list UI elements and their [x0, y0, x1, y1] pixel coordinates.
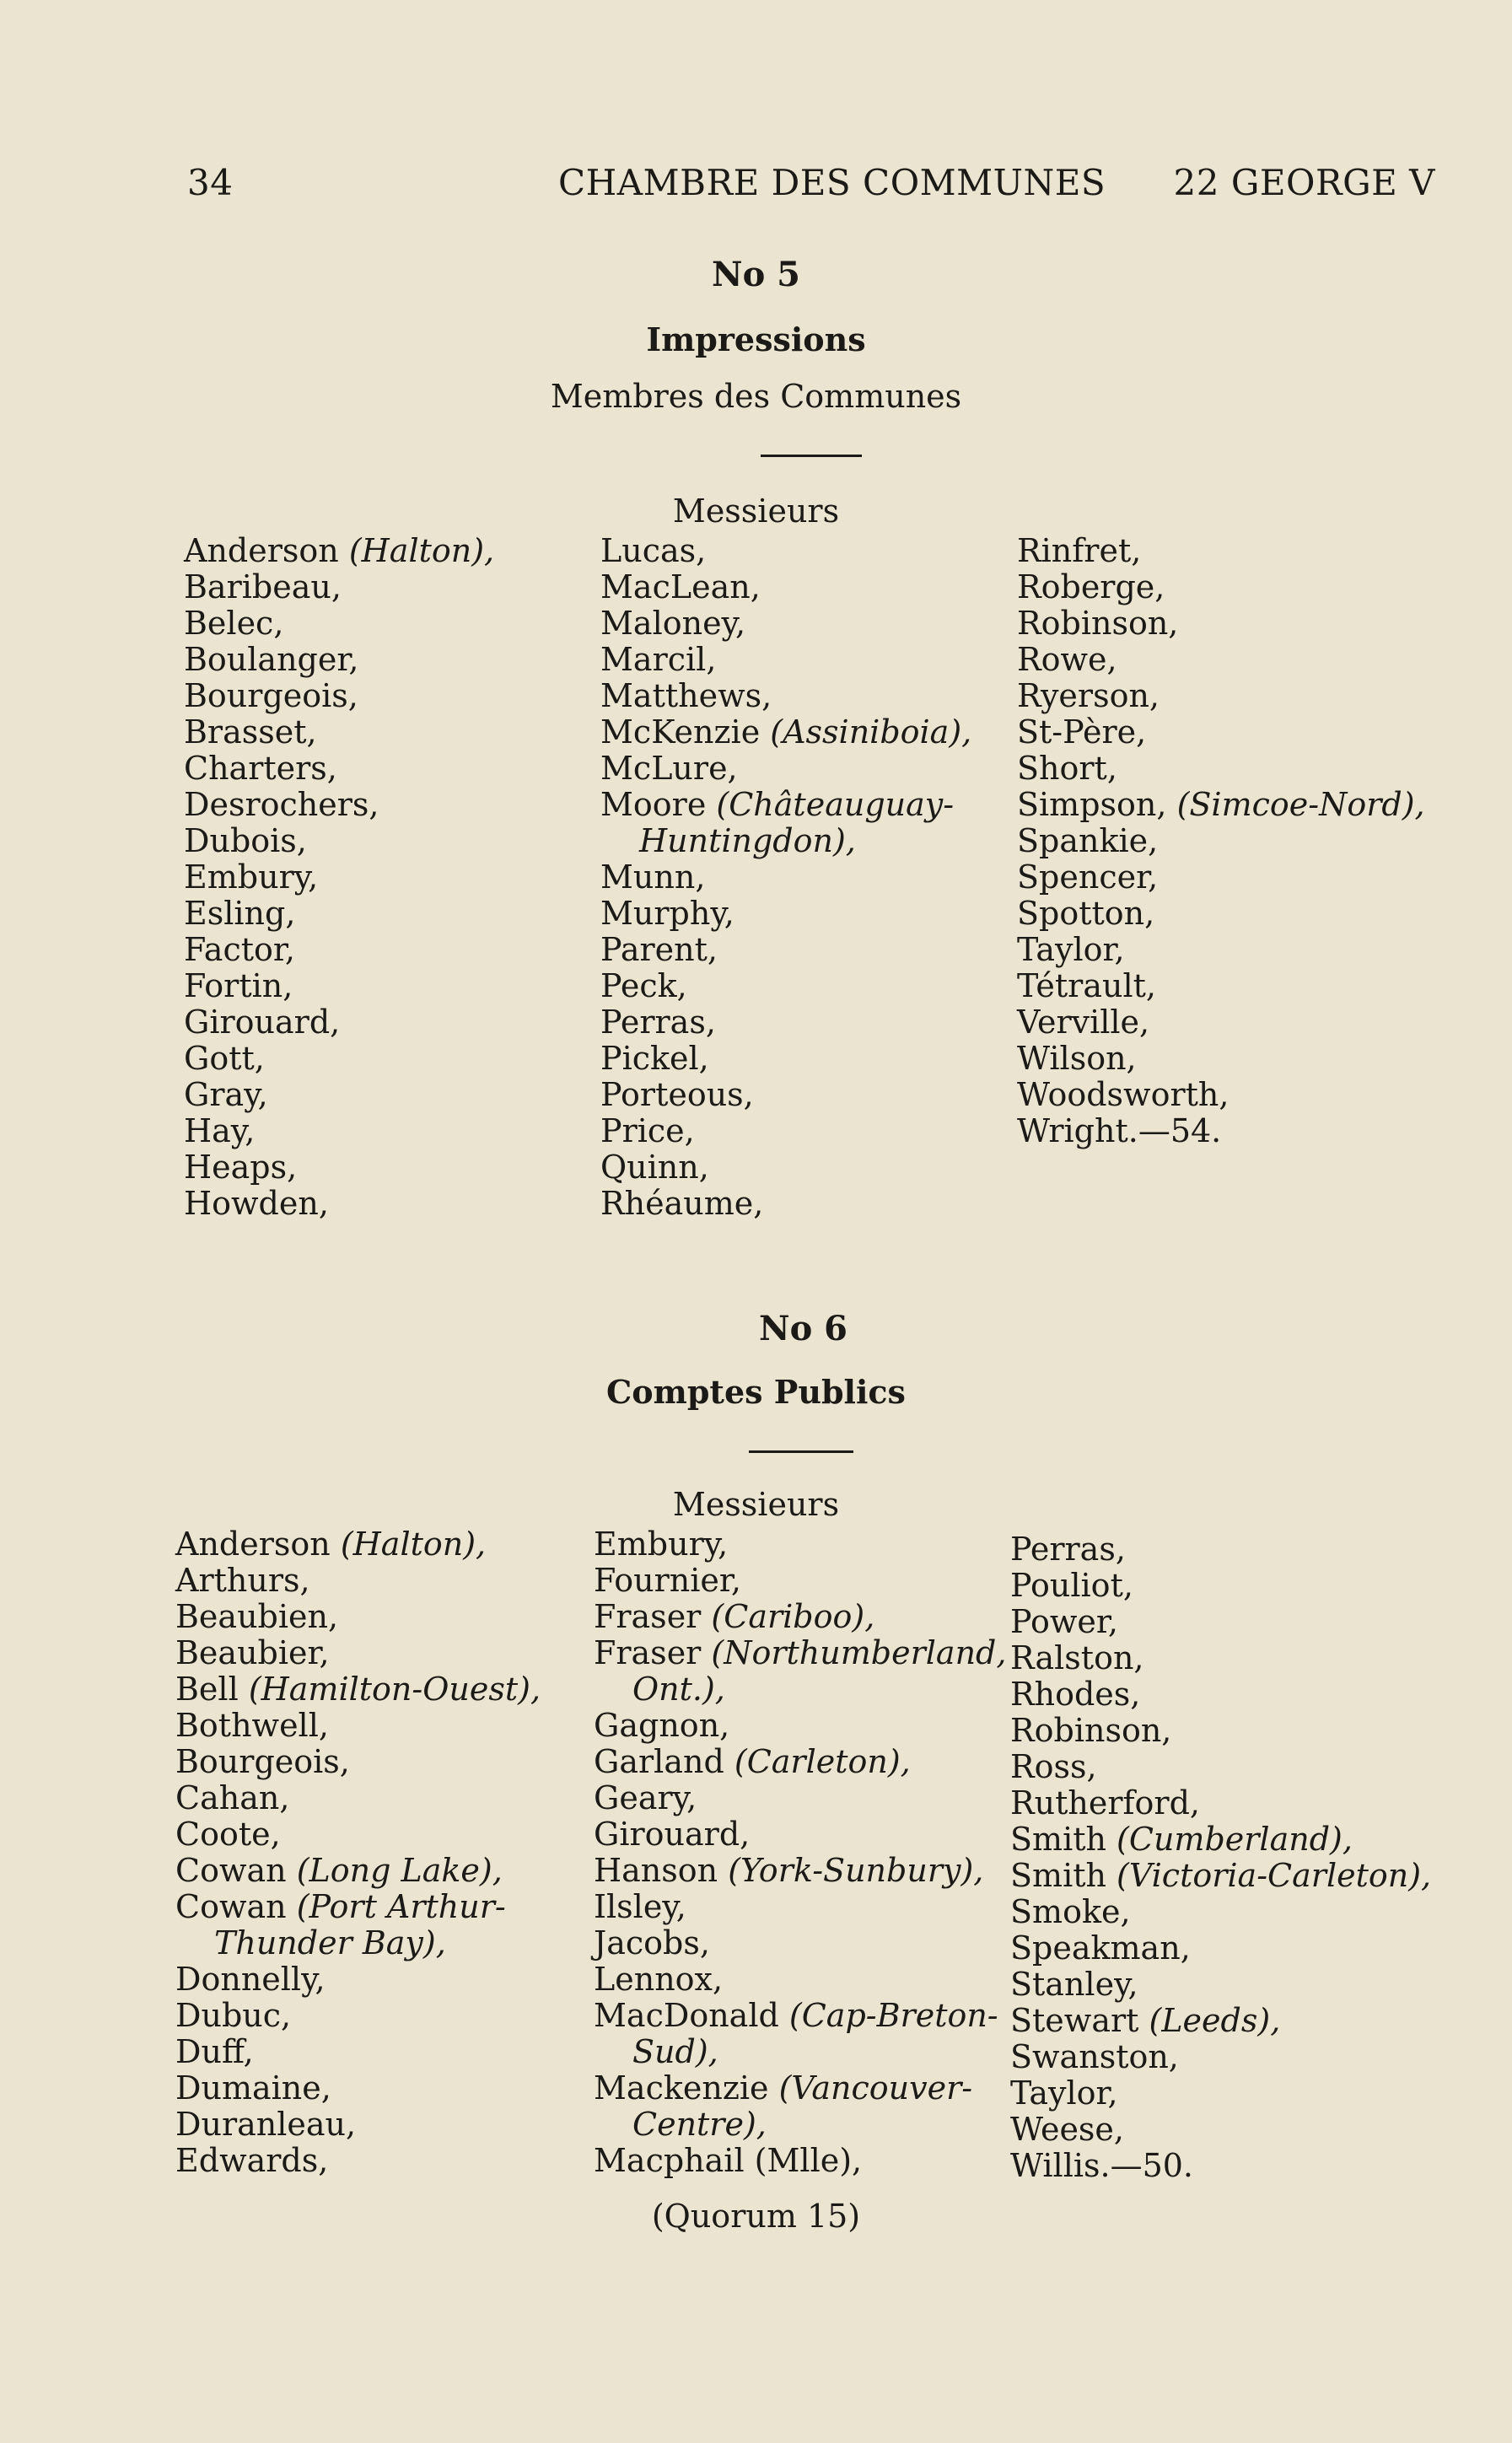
section-5-column-2 — [600, 533, 971, 1222]
member-name: Ralston, — [1010, 1639, 1144, 1676]
member-name: Pickel, — [600, 1040, 709, 1077]
member-name: Dubuc, — [175, 1997, 292, 2034]
member-name: Fraser (Northumberland, — [594, 1634, 1007, 1671]
member-name: Gagnon, — [594, 1707, 730, 1744]
member-name: Belec, — [184, 605, 284, 642]
member-name-continued: Ont.), — [632, 1671, 725, 1708]
member-name: Tétrault, — [1017, 967, 1156, 1004]
member-name: Donnelly, — [175, 1961, 326, 1998]
member-name: Gott, — [184, 1040, 265, 1077]
member-name: Charters, — [184, 750, 337, 787]
member-name: Marcil, — [600, 641, 717, 678]
member-name: Garland (Carleton), — [594, 1743, 911, 1780]
member-name: Embury, — [594, 1526, 729, 1563]
member-name: Heaps, — [184, 1149, 298, 1186]
member-name: MacLean, — [600, 568, 761, 605]
page-number: 34 — [187, 162, 234, 203]
section-5-column-1 — [184, 533, 494, 1222]
page-header — [187, 162, 1435, 213]
member-name: Jacobs, — [594, 1924, 710, 1961]
member-name: Fournier, — [594, 1562, 741, 1599]
section-6-number: No 6 — [759, 1309, 847, 1348]
member-name: Pouliot, — [1010, 1567, 1133, 1604]
member-name: Matthews, — [600, 677, 772, 714]
member-name: MacDonald (Cap-Breton- — [594, 1997, 998, 2034]
member-name: Roberge, — [1017, 568, 1165, 605]
member-name: Peck, — [600, 967, 687, 1004]
member-name: Factor, — [184, 931, 295, 968]
section-5-title: Impressions — [646, 320, 866, 358]
member-name: Short, — [1017, 750, 1117, 787]
member-name: Munn, — [600, 858, 706, 896]
section-6-column-1 — [175, 1526, 541, 2179]
member-name: Edwards, — [175, 2142, 329, 2179]
member-name: Swanston, — [1010, 2038, 1179, 2075]
member-name: St-Père, — [1017, 713, 1147, 751]
section-6-salutation: Messieurs — [672, 1486, 840, 1523]
member-name: Howden, — [184, 1185, 329, 1222]
member-name: Girouard, — [184, 1004, 341, 1041]
member-name: Anderson (Halton), — [184, 532, 495, 569]
member-name: Simpson, (Simcoe-Nord), — [1017, 786, 1425, 823]
member-name: Smith (Victoria-Carleton), — [1010, 1857, 1432, 1894]
member-name: Quinn, — [600, 1149, 709, 1186]
member-name: Girouard, — [594, 1816, 751, 1853]
member-name: Verville, — [1017, 1004, 1150, 1041]
member-name: Duff, — [175, 2033, 254, 2070]
member-name: Beaubien, — [175, 1598, 339, 1635]
member-name: Smith (Cumberland), — [1010, 1821, 1353, 1858]
member-name: Dumaine, — [175, 2069, 331, 2107]
member-name: McLure, — [600, 750, 738, 787]
member-name: Cowan (Long Lake), — [175, 1852, 503, 1889]
member-name-continued: Centre), — [632, 2106, 767, 2143]
member-name: Bourgeois, — [184, 677, 358, 714]
member-name: Gray, — [184, 1076, 268, 1113]
member-name: Parent, — [600, 931, 718, 968]
member-name: Weese, — [1010, 2111, 1125, 2148]
member-name: Speakman, — [1010, 1929, 1191, 1967]
member-name: Spankie, — [1017, 822, 1159, 859]
member-name: Moore (Châteauguay- — [600, 786, 955, 823]
member-name-continued: Thunder Bay), — [214, 1924, 446, 1961]
member-name: Woodsworth, — [1017, 1076, 1230, 1113]
running-title: CHAMBRE DES COMMUNES — [558, 162, 1106, 203]
member-name: Hay, — [184, 1112, 256, 1149]
section-5-column-3 — [1017, 533, 1425, 1149]
member-name: Ilsley, — [594, 1888, 686, 1925]
member-name: Wright.—54. — [1017, 1112, 1222, 1149]
quorum-note: (Quorum 15) — [651, 2198, 861, 2235]
member-name: Rhéaume, — [600, 1185, 764, 1222]
section-6-column-2 — [594, 1526, 1006, 2179]
section-5-salutation: Messieurs — [672, 492, 840, 530]
member-name: Desrochers, — [184, 786, 379, 823]
member-name: Murphy, — [600, 895, 734, 932]
member-name: Bell (Hamilton-Ouest), — [175, 1671, 541, 1708]
member-name: Maloney, — [600, 605, 746, 642]
section-5-subtitle: Membres des Communes — [550, 378, 962, 415]
member-name: Embury, — [184, 858, 319, 896]
member-name: Mackenzie (Vancouver- — [594, 2069, 973, 2107]
member-name: Brasset, — [184, 713, 317, 751]
member-name: Coote, — [175, 1816, 281, 1853]
member-name: Rutherford, — [1010, 1784, 1200, 1821]
member-name: Esling, — [184, 895, 296, 932]
member-name: Fortin, — [184, 967, 293, 1004]
member-name: Anderson (Halton), — [175, 1526, 487, 1563]
member-name: Hanson (York-Sunbury), — [594, 1852, 984, 1889]
member-name: Stewart (Leeds), — [1010, 2002, 1281, 2039]
member-name: Dubois, — [184, 822, 307, 859]
member-name: Power, — [1010, 1603, 1118, 1640]
member-name: Taylor, — [1010, 2074, 1118, 2112]
member-name: Macphail (Mlle), — [594, 2142, 863, 2179]
member-name: Robinson, — [1010, 1712, 1172, 1749]
member-name: Perras, — [1010, 1531, 1126, 1568]
member-name: Taylor, — [1017, 931, 1125, 968]
section-5-number: No 5 — [712, 255, 800, 294]
member-name: Duranleau, — [175, 2106, 357, 2143]
member-name: Beaubier, — [175, 1634, 330, 1671]
member-name: McKenzie (Assiniboia), — [600, 713, 972, 751]
member-name: Porteous, — [600, 1076, 754, 1113]
member-name: Fraser (Cariboo), — [594, 1598, 875, 1635]
member-name: Arthurs, — [175, 1562, 310, 1599]
member-name: Willis.—50. — [1010, 2147, 1194, 2184]
member-name: Perras, — [600, 1004, 716, 1041]
member-name: Wilson, — [1017, 1040, 1137, 1077]
member-name: Lucas, — [600, 532, 707, 569]
member-name: Price, — [600, 1112, 695, 1149]
member-name: Ross, — [1010, 1748, 1097, 1785]
member-name: Spencer, — [1017, 858, 1159, 896]
member-name: Robinson, — [1017, 605, 1179, 642]
section-5-rule — [761, 455, 862, 457]
section-6-column-3 — [1010, 1531, 1431, 2184]
member-name: Rhodes, — [1010, 1676, 1141, 1713]
member-name: Rinfret, — [1017, 532, 1142, 569]
member-name: Geary, — [594, 1779, 697, 1816]
member-name-continued: Sud), — [632, 2033, 718, 2070]
member-name: Stanley, — [1010, 1966, 1138, 2003]
member-name: Spotton, — [1017, 895, 1155, 932]
section-6-rule — [749, 1450, 853, 1453]
member-name: Bourgeois, — [175, 1743, 350, 1780]
member-name: Cahan, — [175, 1779, 290, 1816]
member-name: Rowe, — [1017, 641, 1117, 678]
member-name: Bothwell, — [175, 1707, 329, 1744]
member-name: Smoke, — [1010, 1893, 1131, 1930]
member-name: Boulanger, — [184, 641, 359, 678]
member-name: Ryerson, — [1017, 677, 1160, 714]
member-name: Lennox, — [594, 1961, 724, 1998]
member-name-continued: Huntingdon), — [639, 822, 856, 859]
section-6-title: Comptes Publics — [606, 1373, 906, 1411]
member-name: Baribeau, — [184, 568, 342, 605]
member-name: Cowan (Port Arthur- — [175, 1888, 506, 1925]
session-label: 22 GEORGE V — [1173, 162, 1435, 203]
